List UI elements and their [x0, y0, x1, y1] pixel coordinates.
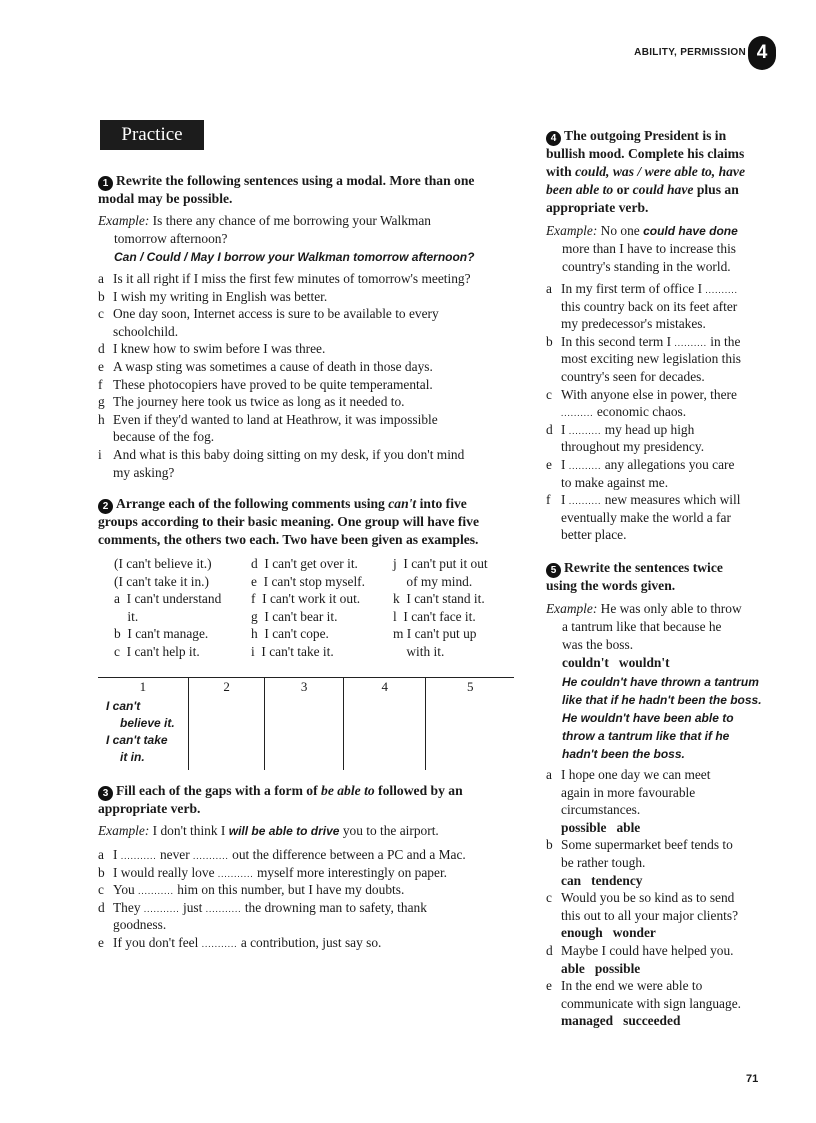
- item-label: e: [98, 935, 104, 950]
- ex2-title-line3: comments, the others two each. Two have been given as examples.: [98, 532, 479, 547]
- item-label: f: [546, 492, 551, 508]
- comment-line: d I can't get over it.: [251, 556, 358, 571]
- item-label: c: [546, 890, 552, 906]
- ex4-example: [546, 222, 738, 241]
- item-text: throughout my presidency.: [561, 439, 705, 455]
- item-label: a: [546, 767, 552, 782]
- item-label: d: [546, 421, 553, 437]
- item-text-part: You: [113, 882, 135, 898]
- practice-title: Practice: [100, 120, 204, 150]
- comment-line: with it.: [393, 643, 445, 659]
- item-text-part: With anyone else in power, there: [561, 386, 737, 402]
- item-text: better place.: [561, 527, 627, 543]
- item-text-part: I would really love: [113, 864, 215, 880]
- ex4-title-line1: The outgoing President is in: [564, 128, 727, 143]
- key-words: able possible: [561, 960, 641, 976]
- grid-column-3[interactable]: [265, 678, 344, 771]
- ex5-title-line1: Rewrite the sentences twice: [564, 560, 723, 575]
- ex2-column-1: [114, 555, 221, 661]
- item-text-part: my head up high: [604, 421, 695, 437]
- ex3-title-part2: followed by an: [378, 783, 463, 798]
- item-text: And what is this baby doing sitting on my desk, if you don't mind: [113, 447, 465, 462]
- item-text-part: just: [182, 899, 203, 915]
- ex4-title: [546, 127, 726, 146]
- ex4-title-em3: could have: [632, 182, 694, 197]
- comment-line: l I can't face it.: [393, 608, 476, 624]
- gap: ..........: [674, 337, 707, 348]
- gap: ...........: [143, 903, 180, 914]
- item-text-part: If you don't feel: [113, 935, 199, 950]
- ex3-title: [98, 782, 463, 801]
- item-text-part: the drowning man to safety, thank: [244, 899, 427, 915]
- item-text: I hope one day we can meet: [561, 767, 711, 782]
- gap: ..........: [568, 496, 602, 507]
- ex2-column-3: [393, 555, 488, 661]
- item-text-part: never: [159, 847, 190, 862]
- item-text: I knew how to swim before I was three.: [113, 341, 326, 357]
- item-text: again in more favourable: [561, 784, 696, 800]
- item-text-part: new measures which will: [604, 492, 741, 508]
- ex4-number: 4: [546, 131, 561, 146]
- item-label: e: [546, 457, 552, 472]
- item-text: The journey here took us twice as long as it needed to.: [113, 394, 405, 410]
- ex4-title-line2: bullish mood. Complete his claims: [546, 146, 745, 161]
- comment-line: k I can't stand it.: [393, 591, 485, 607]
- grid-note-line4: it in.: [120, 749, 145, 764]
- ex2-title-part1: Arrange each of the following comments using: [116, 496, 385, 511]
- item-text-part: In this second term I: [561, 333, 672, 349]
- comment-line: i I can't take it.: [251, 643, 334, 659]
- ex1-title-line2: modal may be possible.: [98, 191, 233, 206]
- ex3-title-part1: Fill each of the gaps with a form of: [116, 783, 318, 798]
- item-text-part: him on this number, but I have my doubts.: [177, 882, 405, 898]
- item-text-part: myself more interestingly on paper.: [256, 864, 448, 880]
- ex4-example-pre: No one: [600, 223, 640, 238]
- gap: ...........: [201, 939, 238, 949]
- gap: ...........: [217, 868, 254, 879]
- item-text: Would you be so kind as to send: [561, 890, 735, 906]
- item-label: a: [98, 271, 104, 286]
- item-label: b: [546, 333, 553, 349]
- gap: ..........: [561, 408, 594, 419]
- item-text: Maybe I could have helped you.: [561, 943, 734, 958]
- item-text-part: I: [113, 847, 118, 862]
- grid-column-5[interactable]: [426, 678, 514, 771]
- item-text-part: out the difference between a PC and a Mac.: [232, 847, 466, 862]
- gap: ...........: [120, 851, 157, 861]
- key-words: can tendency: [561, 872, 643, 888]
- ex2-title-line2: groups according to their basic meaning. One group will have five: [98, 514, 480, 529]
- ex5-example-words: couldn't wouldn't: [562, 655, 670, 670]
- item-text-part: In my first term of office I: [561, 281, 703, 296]
- item-text: Even if they'd wanted to land at Heathrow, it was impossible: [113, 411, 438, 427]
- item-text-part: economic chaos.: [596, 404, 687, 420]
- comment-line: h I can't cope.: [251, 626, 329, 642]
- item-text-part: I: [561, 457, 566, 472]
- grid-header-2: 2: [223, 679, 230, 694]
- ex4-title-line3: [546, 163, 745, 181]
- item-label: d: [546, 943, 553, 958]
- key-words: enough wonder: [561, 925, 656, 941]
- answer-line: He couldn't have thrown a tantrum: [562, 675, 759, 689]
- item-label: d: [98, 341, 105, 357]
- item-text: my asking?: [113, 464, 175, 480]
- comment-line: j I can't put it out: [393, 556, 488, 571]
- ex4-example-answer: could have done: [643, 224, 738, 238]
- comment-line: (I can't believe it.): [114, 556, 212, 571]
- ex1-number: 1: [98, 176, 113, 191]
- ex2-number: 2: [98, 499, 113, 514]
- item-label: e: [98, 359, 104, 374]
- gap: ..........: [568, 461, 602, 471]
- item-text: because of the fog.: [113, 429, 215, 445]
- item-label: f: [98, 376, 103, 392]
- gap: ...........: [205, 903, 242, 914]
- ex5-example-line2: a tantrum like that because he: [562, 619, 722, 634]
- answer-line: hadn't been the boss.: [562, 747, 685, 761]
- grid-note-line3: I can't take: [106, 732, 168, 747]
- item-text: be rather tough.: [561, 854, 646, 870]
- section-header: ABILITY, PERMISSION: [634, 47, 746, 58]
- item-text-part: They: [113, 899, 141, 915]
- example-label: Example:: [98, 213, 150, 228]
- ex5-example-line3: was the boss.: [562, 637, 634, 652]
- item-text: One day soon, Internet access is sure to be available to every: [113, 306, 439, 322]
- example-label: Example:: [98, 823, 150, 838]
- item-label: a: [98, 847, 104, 862]
- ex4-title-em1: could, was / were able to, have: [575, 164, 746, 179]
- ex3-title-em: be able to: [321, 783, 375, 798]
- comment-line: it.: [114, 608, 139, 624]
- item-text: Some supermarket beef tends to: [561, 837, 733, 853]
- ex5-example-answer: [562, 673, 762, 763]
- item-text: most exciting new legislation this: [561, 351, 742, 367]
- grid-note-line1: I can't: [106, 698, 141, 713]
- item-text: schoolchild.: [113, 323, 179, 339]
- comment-line: g I can't bear it.: [251, 608, 338, 624]
- ex4-title-plus: plus an: [696, 182, 739, 197]
- item-text: [113, 934, 381, 954]
- item-text: this country back on its feet after: [561, 298, 738, 314]
- example-label: Example:: [546, 601, 598, 616]
- item-label: a: [546, 281, 552, 296]
- key-words: managed succeeded: [561, 1013, 681, 1029]
- ex4-title-line4: [546, 181, 739, 199]
- ex4-example-line2: more than I have to increase this: [562, 241, 737, 256]
- item-text-part: a contribution, just say so.: [240, 935, 382, 950]
- ex4-title-em2: been able to: [546, 182, 614, 197]
- ex1-example: [98, 212, 431, 230]
- item-text: Is it all right if I miss the first few minutes of tomorrow's meeting?: [113, 271, 471, 286]
- grid-header-5: 5: [466, 679, 474, 694]
- item-text: my predecessor's mistakes.: [561, 316, 706, 332]
- item-label: b: [98, 288, 105, 304]
- answer-line: throw a tantrum like that if he: [562, 729, 730, 743]
- ex5-title: [546, 559, 723, 578]
- item-label: g: [98, 394, 105, 410]
- comment-line: e I can't stop myself.: [251, 573, 365, 589]
- ex4-title-line5: appropriate verb.: [546, 200, 649, 215]
- ex3-example: [98, 822, 439, 841]
- ex1-example-answer: Can / Could / May I borrow your Walkman tomorrow afternoon?: [114, 250, 475, 264]
- example-label: Example:: [546, 223, 598, 238]
- item-text: These photocopiers have proved to be quite temperamental.: [113, 376, 433, 392]
- answer-line: like that if he hadn't been the boss.: [562, 693, 762, 707]
- key-words: possible able: [561, 819, 641, 835]
- ex1-example-line1: Is there any chance of me borrowing your Walkman: [152, 213, 431, 228]
- item-text: goodness.: [113, 917, 167, 933]
- item-text: country's seen for decades.: [561, 368, 705, 384]
- item-label: c: [98, 306, 104, 322]
- item-text-part: I: [561, 492, 566, 508]
- item-text: eventually make the world a far: [561, 509, 731, 525]
- item-text-part: I: [561, 421, 566, 437]
- item-text: [561, 386, 737, 404]
- comment-line: m I can't put up: [393, 626, 477, 642]
- grid-column-4[interactable]: [343, 678, 426, 771]
- grid-note-line2: believe it.: [120, 715, 175, 730]
- item-text: to make against me.: [561, 474, 669, 490]
- item-label: b: [98, 864, 105, 880]
- comment-line: (I can't take it in.): [114, 573, 209, 589]
- ex5-title-line2: using the words given.: [546, 578, 676, 593]
- ex4-title-with: with: [546, 164, 572, 179]
- unit-badge: 4: [748, 36, 776, 70]
- grid-header-1: 1: [139, 679, 147, 694]
- item-text: circumstances.: [561, 802, 641, 818]
- grid-header-3: 3: [300, 679, 308, 694]
- page-number: 71: [746, 1073, 759, 1085]
- ex5-number: 5: [546, 563, 561, 578]
- ex1-title: [98, 172, 474, 191]
- ex2-title: [98, 495, 467, 514]
- item-text-part: in the: [710, 333, 741, 349]
- gap: ...........: [193, 851, 229, 861]
- grid-column-2[interactable]: [188, 678, 265, 771]
- ex3-example-answer: will be able to drive: [228, 824, 340, 838]
- ex3-number: 3: [98, 786, 113, 801]
- gap: ...........: [138, 886, 174, 897]
- item-text: A wasp sting was sometimes a cause of death in those days.: [113, 359, 433, 374]
- item-label: e: [546, 978, 552, 994]
- comment-line: c I can't help it.: [114, 643, 200, 659]
- ex1-example-line2: tomorrow afternoon?: [114, 231, 228, 246]
- grid-note: [98, 698, 188, 766]
- item-text: In the end we were able to: [561, 978, 703, 994]
- ex3-title-line2: appropriate verb.: [98, 801, 201, 816]
- grid-column-1[interactable]: [98, 678, 188, 771]
- ex5-example-line1: He was only able to throw: [600, 601, 742, 616]
- comment-line: b I can't manage.: [114, 626, 209, 642]
- item-text: this out to all your major clients?: [561, 907, 739, 923]
- item-label: d: [98, 899, 105, 915]
- item-label: i: [98, 447, 102, 462]
- comment-line: f I can't work it out.: [251, 591, 361, 607]
- ex4-example-line3: country's standing in the world.: [562, 259, 731, 274]
- item-label: c: [546, 386, 552, 402]
- ex2-title-part2: into five: [419, 496, 467, 511]
- ex2-answer-grid: [98, 677, 514, 770]
- ex3-example-pre: I don't think I: [152, 823, 226, 838]
- item-text-part: any allegations you care: [604, 457, 735, 472]
- item-label: b: [546, 837, 553, 853]
- item-label: c: [98, 882, 104, 898]
- grid-header-4: 4: [381, 679, 388, 694]
- ex1-title-line1: Rewrite the following sentences using a modal. More than one: [116, 173, 475, 188]
- ex5-example: [546, 600, 742, 618]
- ex4-title-or: or: [616, 182, 630, 197]
- answer-line: He wouldn't have been able to: [562, 711, 734, 725]
- gap: ..........: [705, 285, 738, 295]
- item-text: communicate with sign language.: [561, 995, 741, 1011]
- item-text: I wish my writing in English was better.: [113, 288, 328, 304]
- gap: ..........: [568, 425, 602, 436]
- ex2-column-2: [251, 555, 365, 661]
- ex2-title-em: can't: [388, 496, 417, 511]
- comment-line: of my mind.: [393, 573, 473, 589]
- comment-line: a I can't understand: [114, 591, 222, 607]
- item-label: h: [98, 411, 105, 427]
- ex3-example-post: you to the airport.: [342, 823, 439, 838]
